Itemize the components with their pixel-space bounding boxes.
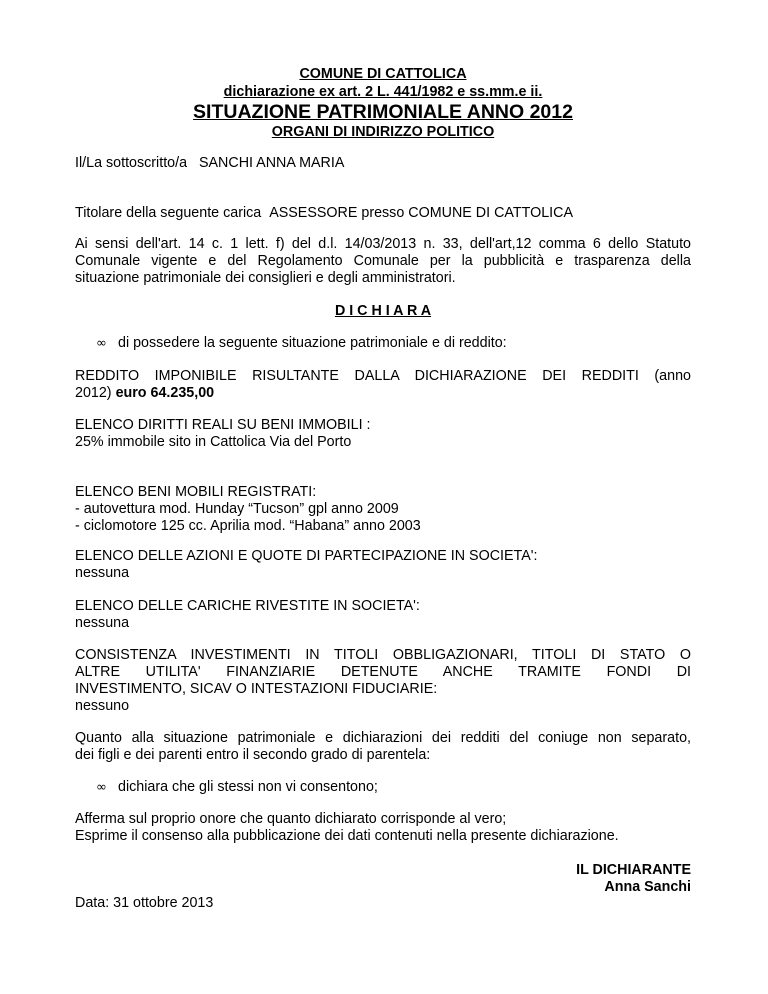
- afferma-line: Afferma sul proprio onore che quanto dichiarato corrisponde al vero;: [75, 811, 507, 827]
- consenso-text: dichiara che gli stessi non vi consentono;: [118, 779, 378, 795]
- dichiarante-name: Anna Sanchi: [604, 879, 691, 895]
- possedere-text: di possedere la seguente situazione patrimoniale e di reddito:: [118, 335, 507, 351]
- organi-subtitle: ORGANI DI INDIRIZZO POLITICO: [271, 124, 495, 140]
- infinity-bullet-icon: ∞: [96, 780, 107, 795]
- carica-presso: presso: [361, 205, 405, 221]
- normativa-line-3: situazione patrimoniale dei consiglieri e degli amministratori.: [75, 270, 456, 286]
- carica-ente: COMUNE DI CATTOLICA: [408, 205, 573, 221]
- diritti-reali-title: ELENCO DIRITTI REALI SU BENI IMMOBILI :: [75, 417, 371, 433]
- carica-line: [75, 205, 691, 222]
- normativa-line-1: Ai sensi dell'art. 14 c. 1 lett. f) del d.l. 14/03/2013 n. 33, dell'art,12 comma 6 dello Statuto: [75, 236, 691, 252]
- sottoscritto-name: SANCHI ANNA MARIA: [198, 155, 345, 171]
- beni-mobili-item: - ciclomotore 125 cc. Aprilia mod. “Habana” anno 2003: [75, 518, 421, 534]
- legge-reference: dichiarazione ex art. 2 L. 441/1982 e ss.mm.e ii.: [223, 84, 543, 100]
- document-title: SITUAZIONE PATRIMONIALE ANNO 2012: [193, 101, 573, 123]
- dichiarante-label: IL DICHIARANTE: [576, 862, 691, 878]
- azioni-title: ELENCO DELLE AZIONI E QUOTE DI PARTECIPAZIONE IN SOCIETA':: [75, 548, 538, 564]
- sottoscritto-line: [75, 155, 691, 172]
- carica-prefix: Titolare della seguente carica: [75, 205, 262, 221]
- possedere-bullet: [96, 335, 507, 352]
- beni-mobili-item: - autovettura mod. Hunday “Tucson” gpl anno 2009: [75, 501, 399, 517]
- document-date: Data: 31 ottobre 2013: [75, 895, 214, 911]
- sottoscritto-label: Il/La sottoscritto/a: [75, 155, 188, 171]
- infinity-bullet-icon: ∞: [96, 336, 107, 351]
- normativa-line-2: Comunale vigente e del Regolamento Comunale per la pubblicità e trasparenza della: [75, 253, 691, 269]
- reddito-line-2: [75, 385, 691, 402]
- investimenti-value: nessuno: [75, 698, 130, 714]
- cariche-title: ELENCO DELLE CARICHE RIVESTITE IN SOCIETA':: [75, 598, 420, 614]
- carica-ruolo: ASSESSORE: [269, 205, 358, 221]
- reddito-line-1: REDDITO IMPONIBILE RISULTANTE DALLA DICHIARAZIONE DEI REDDITI (anno: [75, 368, 691, 384]
- investimenti-line-2: ALTRE UTILITA' FINANZIARIE DETENUTE ANCHE TRAMITE FONDI DI: [75, 664, 691, 680]
- azioni-value: nessuna: [75, 565, 130, 581]
- reddito-amount: euro 64.235,00: [115, 385, 215, 401]
- investimenti-line-3: INVESTIMENTO, SICAV O INTESTAZIONI FIDUCIARIE:: [75, 681, 438, 697]
- cariche-value: nessuna: [75, 615, 130, 631]
- esprime-line: Esprime il consenso alla pubblicazione dei dati contenuti nella presente dichiarazione.: [75, 828, 619, 844]
- comune-heading: COMUNE DI CATTOLICA: [299, 66, 467, 82]
- dichiara-heading: D I C H I A R A: [334, 303, 432, 319]
- coniuge-line-2: dei figli e dei parenti entro il secondo grado di parentela:: [75, 747, 431, 763]
- reddito-year: 2012): [75, 385, 112, 401]
- coniuge-line-1: Quanto alla situazione patrimoniale e dichiarazioni dei redditi del coniuge non separato,: [75, 730, 691, 746]
- beni-mobili-title: ELENCO BENI MOBILI REGISTRATI:: [75, 484, 317, 500]
- diritti-reali-item: 25% immobile sito in Cattolica Via del Porto: [75, 434, 352, 450]
- investimenti-line-1: CONSISTENZA INVESTIMENTI IN TITOLI OBBLIGAZIONARI, TITOLI DI STATO O: [75, 647, 691, 663]
- consenso-bullet: [96, 779, 378, 796]
